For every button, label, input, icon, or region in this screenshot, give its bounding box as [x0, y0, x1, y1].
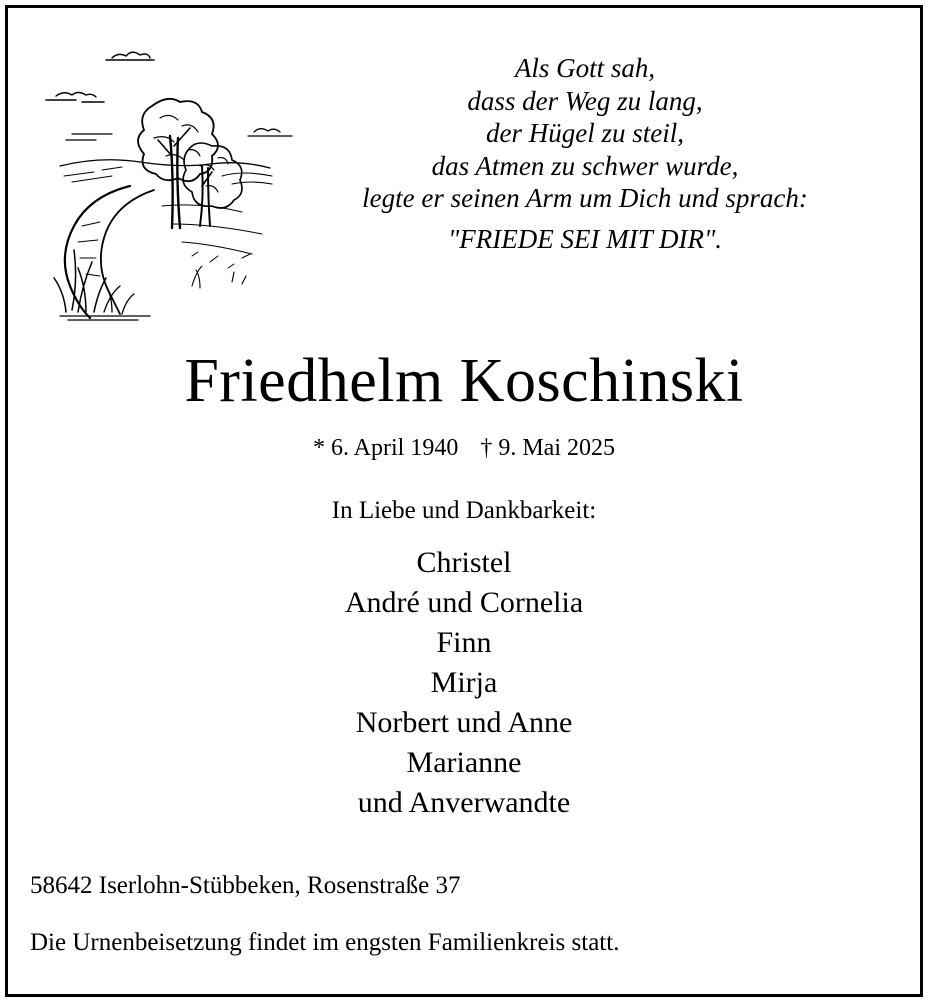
thanks-heading: In Liebe und Dankbarkeit:: [331, 497, 597, 524]
family-member: Marianne: [406, 746, 522, 779]
life-dates: [0, 433, 928, 463]
family-member: André und Cornelia: [344, 586, 584, 619]
poem-closing: "FRIEDE SEI MIT DIR".: [447, 223, 723, 254]
poem-line: der Hügel zu steil,: [486, 118, 684, 148]
poem: [300, 52, 870, 255]
poem-line: dass der Weg zu lang,: [467, 85, 703, 116]
poem-line: legte er seinen Arm um Dich und sprach:: [362, 183, 808, 213]
family-member: Norbert und Anne: [355, 706, 573, 739]
family-member: und Anverwandte: [357, 786, 571, 819]
poem-line: das Atmen zu schwer wurde,: [431, 150, 739, 181]
death-date: † 9. Mai 2025: [480, 435, 615, 461]
family-member: Christel: [416, 546, 512, 579]
family-member: Mirja: [430, 666, 498, 699]
family-member: Finn: [436, 626, 492, 659]
poem-line: Als Gott sah,: [514, 53, 656, 83]
landscape-with-trees-icon: [42, 46, 294, 322]
deceased-name: Friedhelm Koschinski: [184, 347, 744, 415]
birth-date: * 6. April 1940: [312, 435, 459, 461]
burial-notice: Die Urnenbeisetzung findet im engsten Familienkreis statt.: [30, 929, 620, 956]
family-list: [0, 543, 928, 823]
address: 58642 Iserlohn-Stübbeken, Rosenstraße 37: [30, 872, 461, 899]
